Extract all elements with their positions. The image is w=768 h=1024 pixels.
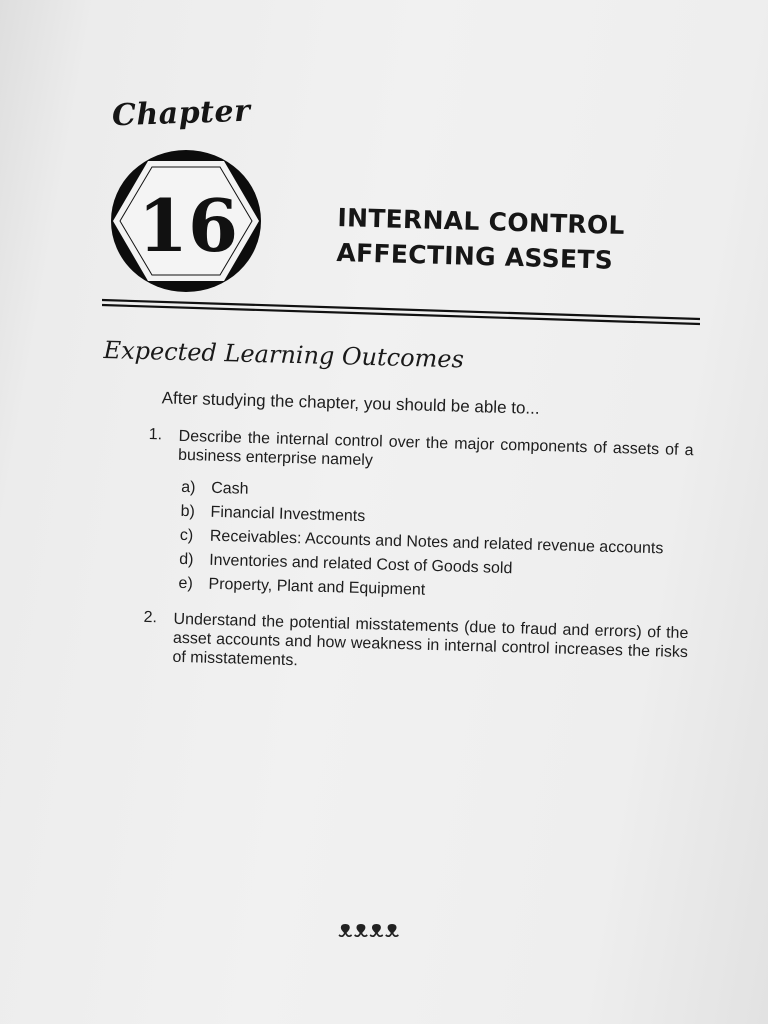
objective-text: Describe the internal control over the major components of assets of a business enterprise namely (177, 427, 694, 470)
sublist-letter: e) (178, 574, 194, 593)
chapter-number-badge (108, 147, 264, 295)
hexagon-badge-icon (108, 147, 264, 295)
sublist-text: Receivables: Accounts and Notes and related revenue accounts (209, 527, 664, 558)
outcomes-heading: Expected Learning Outcomes (103, 336, 465, 374)
title-divider (102, 297, 700, 327)
sublist-letter: d) (178, 550, 194, 569)
sublist-letter: b) (180, 502, 196, 521)
sublist-text: Property, Plant and Equipment (208, 575, 426, 599)
ornament-divider: ᴥᴥᴥᴥ (338, 915, 401, 943)
objective-number: 2. (143, 608, 158, 627)
objective-number: 1. (148, 425, 163, 444)
objective-text: Understand the potential misstatements (due to fraud and errors) of the asset accounts and how weakness in internal control increases the risks of misstatements. (172, 610, 689, 670)
chapter-title (336, 200, 668, 279)
objective-item (142, 609, 688, 681)
chapter-title-line2: AFFECTING ASSETS (336, 237, 614, 275)
outcomes-intro: After studying the chapter, you should be able to... (161, 388, 540, 418)
sublist-text: Cash (210, 479, 249, 498)
sublist-letter: a) (180, 478, 196, 497)
sublist-letter: c) (179, 526, 194, 545)
chapter-label: Chapter (111, 93, 251, 134)
objective-item (148, 426, 694, 479)
sublist-text: Inventories and related Cost of Goods sold (208, 551, 513, 578)
outcomes-body (142, 388, 695, 691)
chapter-number: 16 (137, 183, 239, 268)
chapter-title-line1: INTERNAL CONTROL (337, 202, 626, 241)
objective-sublist (178, 479, 692, 606)
sublist-text: Financial Investments (210, 503, 366, 526)
